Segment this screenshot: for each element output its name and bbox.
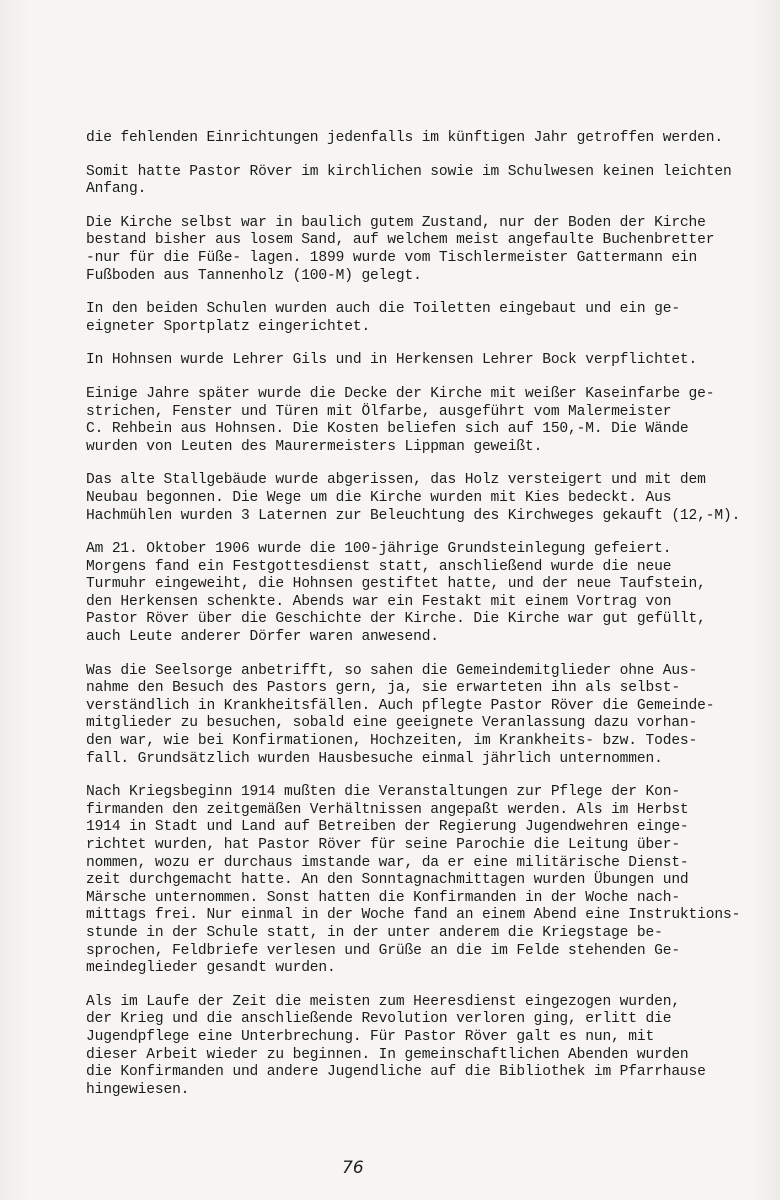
paragraph xyxy=(86,472,754,525)
paragraph xyxy=(86,663,754,769)
paragraph xyxy=(86,784,754,978)
page-number: 76 xyxy=(342,1158,364,1178)
text-line: Märsche unternommen. Sonst hatten die Konfirmanden in der Woche nach- xyxy=(86,889,680,906)
paragraph xyxy=(86,386,754,456)
text-line: den Herkensen schenkte. Abends war ein Festakt mit einem Vortrag von xyxy=(86,593,672,610)
text-line: Jugendpflege eine Unterbrechung. Für Pastor Röver galt es nun, mit xyxy=(86,1028,655,1045)
text-line: C. Rehbein aus Hohnsen. Die Kosten beliefen sich auf 150,-M. Die Wände xyxy=(86,421,689,438)
text-line: Anfang. xyxy=(86,181,147,198)
text-line: Die Kirche selbst war in baulich gutem Zustand, nur der Boden der Kirche xyxy=(86,214,706,231)
text-line: verständlich in Krankheitsfällen. Auch pflegte Pastor Röver die Gemeinde- xyxy=(86,697,715,714)
text-line: Somit hatte Pastor Röver im kirchlichen sowie im Schulwesen keinen leichten xyxy=(86,163,732,180)
paragraph xyxy=(86,994,754,1100)
paragraph xyxy=(86,541,754,647)
text-line: In Hohnsen wurde Lehrer Gils und in Herkensen Lehrer Bock verpflichtet. xyxy=(86,352,698,369)
paragraph xyxy=(86,164,754,199)
text-line: hingewiesen. xyxy=(86,1081,190,1098)
text-line: dieser Arbeit wieder zu beginnen. In gemeinschaftlichen Abenden wurden xyxy=(86,1046,689,1063)
text-line: meindeglieder gesandt wurden. xyxy=(86,960,336,977)
paragraph xyxy=(86,130,754,148)
text-line: Morgens fand ein Festgottesdienst statt, anschließend wurde die neue xyxy=(86,558,672,575)
text-line: Neubau begonnen. Die Wege um die Kirche wurden mit Kies bedeckt. Aus xyxy=(86,489,672,506)
text-line: Am 21. Oktober 1906 wurde die 100-jährige Grundsteinlegung gefeiert. xyxy=(86,541,672,558)
text-line: -nur für die Füße- lagen. 1899 wurde vom Tischlermeister Gattermann ein xyxy=(86,249,698,266)
text-line: stunde in der Schule statt, in der unter anderem die Kriegstage be- xyxy=(86,924,663,941)
text-line: Fußboden aus Tannenholz (100-M) gelegt. xyxy=(86,267,422,284)
text-line: die Konfirmanden und andere Jugendliche auf die Bibliothek im Pfarrhause xyxy=(86,1064,706,1081)
body-text xyxy=(86,130,754,1115)
text-line: den war, wie bei Konfirmationen, Hochzeiten, im Krankheits- bzw. Todes- xyxy=(86,733,698,750)
text-line: sprochen, Feldbriefe verlesen und Grüße an die im Felde stehenden Ge- xyxy=(86,942,680,959)
text-line: Als im Laufe der Zeit die meisten zum Heeresdienst eingezogen wurden, xyxy=(86,993,680,1010)
text-line: Turmuhr eingeweiht, die Hohnsen gestiftet hatte, und der neue Taufstein, xyxy=(86,576,706,593)
text-line: 1914 in Stadt und Land auf Betreiben der Regierung Jugendwehren einge- xyxy=(86,819,689,836)
text-line: strichen, Fenster und Türen mit Ölfarbe, ausgeführt vom Malermeister xyxy=(86,403,672,420)
text-line: In den beiden Schulen wurden auch die Toiletten eingebaut und ein ge- xyxy=(86,301,680,318)
text-line: Hachmühlen wurden 3 Laternen zur Beleuchtung des Kirchweges gekauft (12,-M). xyxy=(86,507,741,524)
text-line: Pastor Röver über die Geschichte der Kirche. Die Kirche war gut gefüllt, xyxy=(86,611,706,628)
text-line: auch Leute anderer Dörfer waren anwesend. xyxy=(86,629,439,646)
text-line: Einige Jahre später wurde die Decke der Kirche mit weißer Kaseinfarbe ge- xyxy=(86,385,715,402)
text-line: zeit durchgemacht hatte. An den Sonntagnachmittagen wurden Übungen und xyxy=(86,872,689,889)
text-line: fall. Grundsätzlich wurden Hausbesuche einmal jährlich unternommen. xyxy=(86,750,663,767)
text-line: eigneter Sportplatz eingerichtet. xyxy=(86,318,371,335)
paragraph xyxy=(86,301,754,336)
text-line: nommen, wozu er durchaus imstande war, da er eine militärische Dienst- xyxy=(86,854,689,871)
text-line: nahme den Besuch des Pastors gern, ja, sie erwarteten ihn als selbst- xyxy=(86,680,680,697)
text-line: bestand bisher aus losem Sand, auf welchem meist angefaulte Buchenbretter xyxy=(86,232,715,249)
text-line: der Krieg und die anschließende Revolution verloren ging, erlitt die xyxy=(86,1011,672,1028)
text-line: Was die Seelsorge anbetrifft, so sahen die Gemeindemitglieder ohne Aus- xyxy=(86,662,698,679)
text-line: Nach Kriegsbeginn 1914 mußten die Veranstaltungen zur Pflege der Kon- xyxy=(86,784,680,801)
text-line: Das alte Stallgebäude wurde abgerissen, das Holz versteigert und mit dem xyxy=(86,472,706,489)
text-line: die fehlenden Einrichtungen jedenfalls im künftigen Jahr getroffen werden. xyxy=(86,130,723,146)
paragraph xyxy=(86,352,754,370)
text-line: mittags frei. Nur einmal in der Woche fand an einem Abend eine Instruktions- xyxy=(86,907,741,924)
text-line: richtet wurden, hat Pastor Röver für seine Parochie die Leitung über- xyxy=(86,837,680,853)
paragraph xyxy=(86,215,754,285)
text-line: mitglieder zu besuchen, sobald eine geeignete Veranlassung dazu vorhan- xyxy=(86,715,698,732)
text-line: firmanden den zeitgemäßen Verhältnissen angepaßt werden. Als im Herbst xyxy=(86,801,689,818)
text-line: wurden von Leuten des Maurermeisters Lippman geweißt. xyxy=(86,438,543,455)
